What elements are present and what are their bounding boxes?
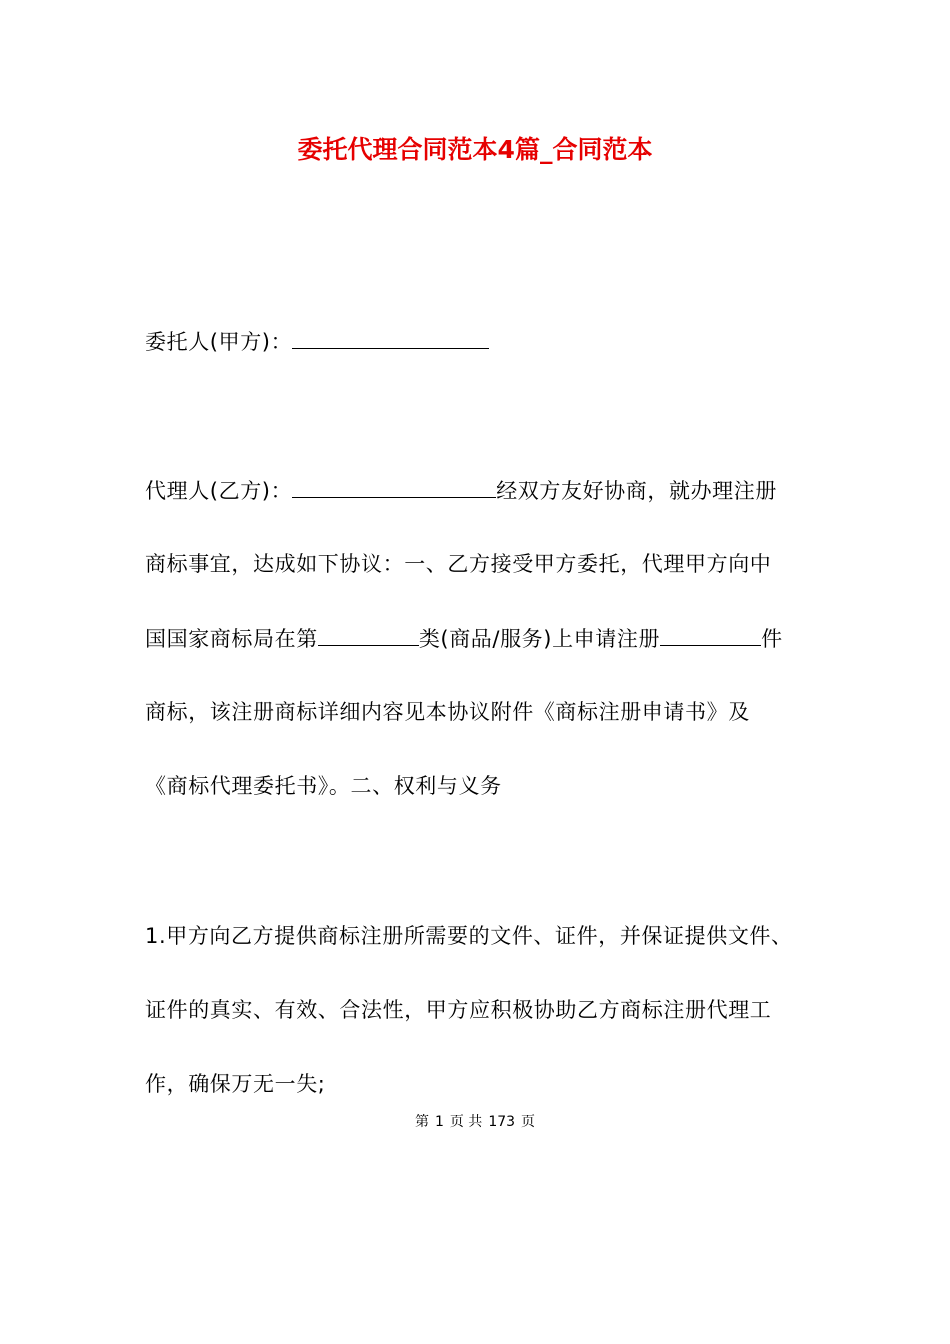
footer-page-total: 173 xyxy=(488,1114,516,1130)
agent-blank xyxy=(292,475,496,498)
footer-label-3: 页 xyxy=(521,1114,536,1130)
footer-label-2: 页 共 xyxy=(449,1114,483,1130)
class-text-1: 国国家商标局在第 xyxy=(145,627,318,651)
paragraph-line: 1.甲方向乙方提供商标注册所需要的文件、证件，并保证提供文件、 xyxy=(145,924,793,948)
principal-blank xyxy=(292,326,489,349)
paragraph-line: 证件的真实、有效、合法性，甲方应积极协助乙方商标注册代理工 xyxy=(145,998,772,1022)
paragraph-line: 作，确保万无一失; xyxy=(145,1072,326,1096)
class-blank xyxy=(318,623,419,646)
paragraph-line: 《商标代理委托书》。二、权利与义务 xyxy=(145,774,502,798)
document-title: 委托代理合同范本4篇_合同范本 xyxy=(297,135,653,164)
class-line xyxy=(145,623,783,654)
agent-label: 代理人(乙方)： xyxy=(145,479,293,503)
class-text-2: 类(商品/服务)上申请注册 xyxy=(418,627,661,651)
paragraph-line: 商标事宜，达成如下协议：一、乙方接受甲方委托，代理甲方向中 xyxy=(145,552,772,576)
page-footer xyxy=(0,1112,950,1132)
agent-line xyxy=(145,475,777,506)
footer-page-current: 1 xyxy=(434,1114,444,1130)
principal-line xyxy=(145,326,489,357)
class-text-3: 件 xyxy=(761,627,783,651)
footer-label-1: 第 xyxy=(414,1114,429,1130)
count-blank xyxy=(660,623,761,646)
principal-label: 委托人(甲方)： xyxy=(145,330,293,354)
agent-text: 经双方友好协商，就办理注册 xyxy=(496,479,777,503)
paragraph-line: 商标，该注册商标详细内容见本协议附件《商标注册申请书》及 xyxy=(145,700,750,724)
